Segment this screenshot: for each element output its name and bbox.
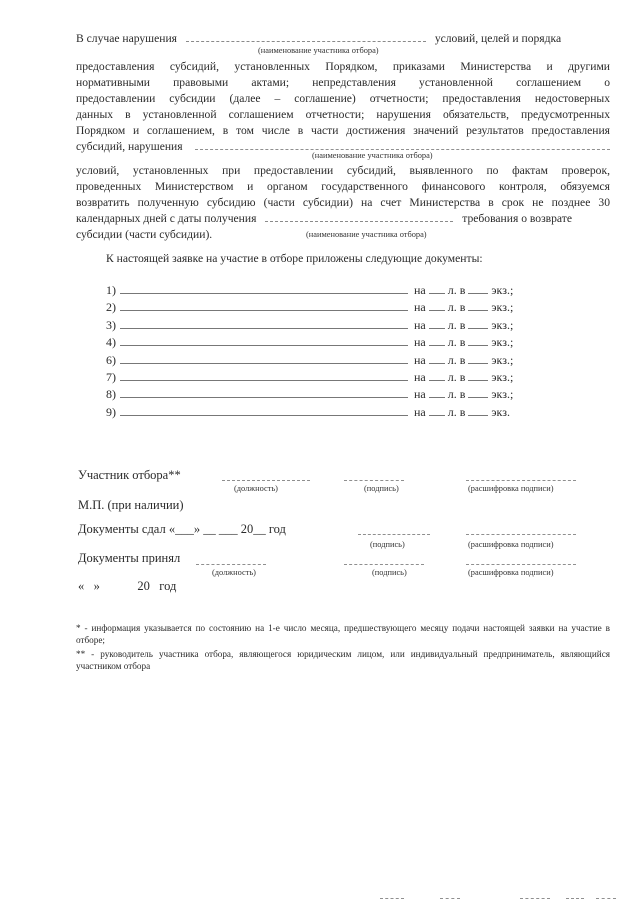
- document-title-blank[interactable]: [120, 369, 408, 381]
- document-row: [106, 386, 536, 401]
- caption-decode-1: (расшифровка подписи): [468, 484, 554, 493]
- document-row: [106, 282, 536, 297]
- participant-decode-line[interactable]: [466, 480, 576, 481]
- para1-line9: проведенных Министерством и органом государственного финансового контроля, обязуемся: [76, 180, 610, 193]
- para1-line7-start: субсидий, нарушения: [76, 140, 183, 153]
- document-sheets-blank[interactable]: [429, 299, 445, 311]
- caption-participant-2: (наименование участника отбора): [312, 151, 433, 160]
- document-row-lv: л. в: [447, 352, 466, 367]
- document-row-lv: л. в: [447, 370, 466, 384]
- document-sheets-blank[interactable]: [429, 369, 445, 381]
- document-sheets-blank[interactable]: [429, 352, 445, 364]
- document-copies-blank[interactable]: [468, 317, 488, 329]
- submitted-decode-line[interactable]: [466, 534, 576, 535]
- document-title-blank[interactable]: [120, 282, 408, 294]
- document-row-ekz: экз.;: [491, 370, 514, 384]
- para1-line2: предоставления субсидий, установленных Порядком, приказами Министерства и другими: [76, 60, 610, 73]
- document-sheets-blank[interactable]: [429, 282, 445, 294]
- document-row-lv: л. в: [447, 283, 466, 297]
- document-row-ekz: экз.;: [491, 300, 514, 315]
- document-row: [106, 352, 536, 367]
- document-row-lv: л. в: [447, 317, 466, 332]
- para1-line12: субсидии (части субсидии).: [76, 228, 213, 241]
- document-row-na: на: [414, 300, 426, 315]
- document-row-na: на: [414, 283, 426, 297]
- document-title-blank[interactable]: [120, 299, 408, 311]
- document-copies-blank[interactable]: [468, 282, 488, 294]
- document-title-blank[interactable]: [120, 404, 408, 416]
- document-title-blank[interactable]: [120, 352, 408, 364]
- participant-name-blank[interactable]: [186, 32, 426, 42]
- document-sheets-blank[interactable]: [429, 334, 445, 346]
- document-row-lv: л. в: [447, 387, 466, 402]
- document-sheets-blank[interactable]: [429, 386, 445, 398]
- para1-line1-start: В случае нарушения: [76, 32, 177, 45]
- participant-position-line[interactable]: [222, 480, 310, 481]
- attachments-intro: К настоящей заявке на участие в отборе приложены следующие документы:: [106, 252, 483, 265]
- caption-decode-3: (расшифровка подписи): [468, 568, 554, 577]
- document-sheets-blank[interactable]: [429, 317, 445, 329]
- caption-signature-3: (подпись): [372, 568, 407, 577]
- document-row-number: 7): [106, 370, 116, 384]
- document-row-number: 9): [106, 404, 116, 419]
- para1-line4: предоставлении субсидии (далее – соглашение) отчетности; предоставления недостоверных: [76, 92, 610, 105]
- participant-label: Участник отбора**: [78, 468, 181, 482]
- caption-position-1: (должность): [234, 484, 278, 493]
- document-title-blank[interactable]: [120, 334, 408, 346]
- documents-accepted-label: Документы принял: [78, 551, 181, 565]
- para1-line8: условий, установленных при предоставлении субсидий, выявленного по фактам проверок,: [76, 164, 610, 177]
- document-row: [106, 299, 536, 314]
- document-copies-blank[interactable]: [468, 299, 488, 311]
- document-row-ekz: экз.;: [491, 317, 514, 332]
- scan-mark: [566, 898, 584, 899]
- para1-line3: нормативными правовыми актами; непредставления установленной соглашением о: [76, 76, 610, 89]
- document-row-ekz: экз.;: [491, 283, 514, 297]
- date-line: « » 20 год: [78, 579, 177, 593]
- documents-submitted-label: Документы сдал «___» __ ___ 20__ год: [78, 522, 286, 536]
- document-row-ekz: экз.;: [491, 352, 514, 367]
- document-row-na: на: [414, 335, 426, 350]
- accepted-decode-line[interactable]: [466, 564, 576, 565]
- document-row-na: на: [414, 387, 426, 402]
- accepted-position-line[interactable]: [196, 564, 266, 565]
- document-row: [106, 404, 536, 419]
- para1-line11: [76, 212, 610, 225]
- para1-line11-end: требования о возврате: [462, 212, 572, 225]
- para1-line5: данных в установленной соглашением отчетности; нарушения обязательств, предусмотренных: [76, 108, 610, 121]
- document-row-na: на: [414, 370, 426, 384]
- scan-mark: [596, 898, 616, 899]
- para1-line1-end: условий, целей и порядка: [434, 32, 562, 45]
- document-copies-blank[interactable]: [468, 334, 488, 346]
- document-row-number: 6): [106, 352, 116, 367]
- accepted-signature-line[interactable]: [344, 564, 424, 565]
- para1-line1: [76, 32, 610, 45]
- document-title-blank[interactable]: [120, 317, 408, 329]
- caption-position-2: (должность): [212, 568, 256, 577]
- para1-line11-start: календарных дней с даты получения: [76, 212, 257, 225]
- requirement-date-blank[interactable]: [265, 212, 453, 222]
- document-row: [106, 317, 536, 332]
- caption-signature-1: (подпись): [364, 484, 399, 493]
- participant-name-blank-2[interactable]: [195, 149, 610, 150]
- document-row-number: 3): [106, 317, 116, 332]
- document-row-lv: л. в: [447, 404, 466, 419]
- footnote-2: ** - руководитель участника отбора, являющегося юридическим лицом, или индивидуальный предприниматель, являющийся участником отбора: [76, 649, 610, 671]
- document-row-number: 2): [106, 300, 116, 315]
- document-row-ekz: экз.: [491, 404, 510, 419]
- para1-line10: возвратить полученную субсидию (части субсидии) на счет Министерства в срок не позднее 30: [76, 196, 610, 209]
- stamp-label: М.П. (при наличии): [78, 498, 184, 512]
- footnote-1: * - информация указывается по состоянию на 1-е число месяца, предшествующего месяцу подачи настоящей заявки на участие в отборе;: [76, 623, 610, 645]
- document-copies-blank[interactable]: [468, 369, 488, 381]
- document-title-blank[interactable]: [120, 386, 408, 398]
- document-row-number: 8): [106, 387, 116, 402]
- document-copies-blank[interactable]: [468, 352, 488, 364]
- document-row: [106, 334, 536, 349]
- document-copies-blank[interactable]: [468, 386, 488, 398]
- document-row: [106, 369, 536, 384]
- document-row-na: на: [414, 317, 426, 332]
- document-copies-blank[interactable]: [468, 404, 488, 416]
- para1-line6: Порядком и соглашением, в том числе в части достижения значений результатов предоставления: [76, 124, 610, 137]
- document-row-lv: л. в: [447, 300, 466, 315]
- scan-mark: [520, 898, 550, 899]
- document-row-number: 4): [106, 335, 116, 350]
- document-row-ekz: экз.;: [491, 335, 514, 350]
- participant-signature-line[interactable]: [344, 480, 404, 481]
- caption-decode-2: (расшифровка подписи): [468, 540, 554, 549]
- document-row-ekz: экз.;: [491, 387, 514, 402]
- caption-participant-1: (наименование участника отбора): [258, 46, 379, 55]
- document-row-lv: л. в: [447, 335, 466, 350]
- caption-participant-3: (наименование участника отбора): [306, 230, 427, 239]
- scan-mark: [380, 898, 404, 899]
- scan-mark: [440, 898, 460, 899]
- submitted-signature-line[interactable]: [358, 534, 430, 535]
- document-row-na: на: [414, 404, 426, 419]
- document-sheets-blank[interactable]: [429, 404, 445, 416]
- document-row-number: 1): [106, 283, 116, 297]
- document-row-na: на: [414, 352, 426, 367]
- caption-signature-2: (подпись): [370, 540, 405, 549]
